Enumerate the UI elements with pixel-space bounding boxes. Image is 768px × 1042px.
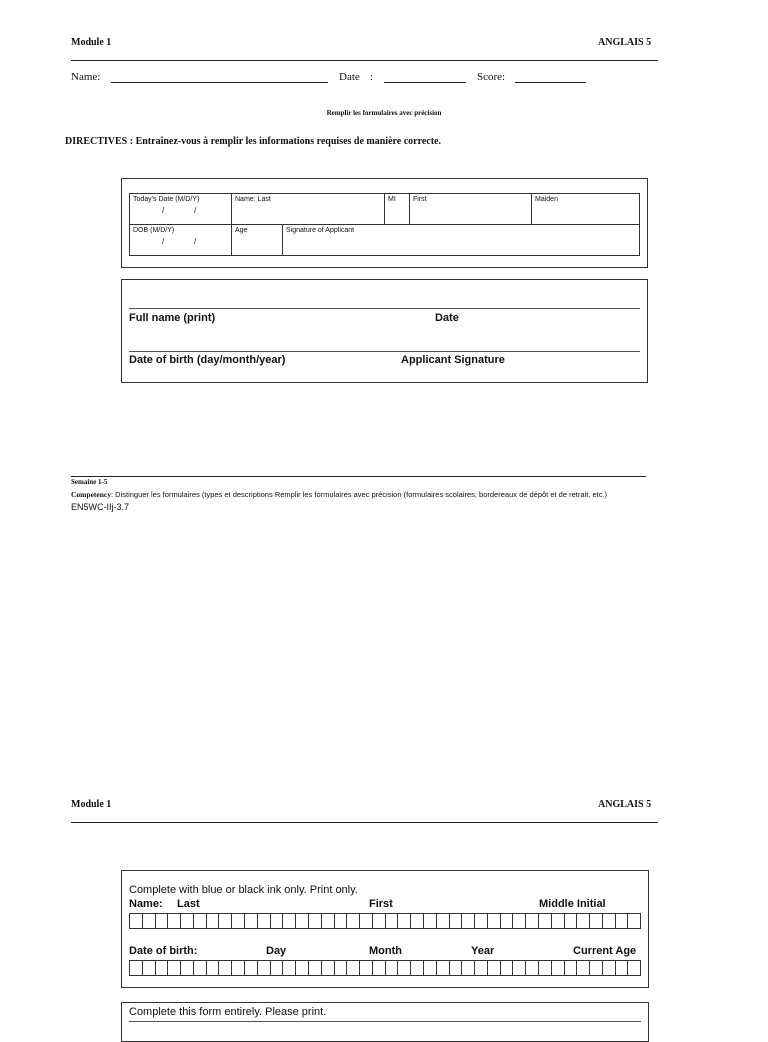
form4-instruction: Complete this form entirely. Please print. <box>129 1006 327 1018</box>
applicant-signature-label: Applicant Signature <box>401 354 505 366</box>
char-box[interactable] <box>168 914 181 928</box>
name-label: Name: <box>71 71 101 83</box>
form2-line-2[interactable] <box>129 351 640 352</box>
char-box[interactable] <box>283 914 296 928</box>
competency-text: : Distinguer les formulaires (types et descriptions Remplir les formulaires avec précision (formulaires scolaires, bordereaux de dépôt et de retrait, etc.) <box>111 490 608 499</box>
char-box[interactable] <box>258 914 271 928</box>
char-box[interactable] <box>424 961 437 975</box>
char-box[interactable] <box>437 961 450 975</box>
char-box[interactable] <box>181 914 194 928</box>
form1-dob[interactable] <box>129 224 232 256</box>
mi-label: MI <box>388 196 396 203</box>
char-box[interactable] <box>450 961 463 975</box>
signature-label: Signature of Applicant <box>286 227 355 234</box>
directives <box>65 136 441 147</box>
char-box[interactable] <box>577 961 590 975</box>
char-box[interactable] <box>283 961 296 975</box>
footer-rule <box>71 476 646 477</box>
char-box[interactable] <box>232 914 245 928</box>
char-box[interactable] <box>616 961 629 975</box>
score-label: Score: <box>477 71 506 83</box>
semaine-label: Semaine 1-5 <box>71 478 108 486</box>
char-box[interactable] <box>398 914 411 928</box>
char-box[interactable] <box>411 961 424 975</box>
char-box[interactable] <box>194 914 207 928</box>
char-box[interactable] <box>398 961 411 975</box>
form1-age[interactable] <box>231 224 283 256</box>
form2-dob-label: Date of birth (day/month/year) <box>129 354 286 366</box>
char-box[interactable] <box>437 914 450 928</box>
char-box[interactable] <box>526 914 539 928</box>
form3-instruction: Complete with blue or black ink only. Print only. <box>129 884 358 896</box>
char-box[interactable] <box>296 914 309 928</box>
char-box[interactable] <box>616 914 629 928</box>
dob-slash: / <box>162 237 165 246</box>
char-box[interactable] <box>130 914 143 928</box>
course-label: ANGLAIS 5 <box>598 799 652 810</box>
char-box[interactable] <box>488 914 501 928</box>
score-field[interactable] <box>515 82 586 83</box>
header-rule <box>71 822 658 823</box>
form1-name-last[interactable] <box>231 193 385 225</box>
char-box[interactable] <box>475 961 488 975</box>
char-box[interactable] <box>386 914 399 928</box>
char-box[interactable] <box>309 914 322 928</box>
char-box[interactable] <box>628 914 641 928</box>
char-box[interactable] <box>360 961 373 975</box>
char-box[interactable] <box>322 914 335 928</box>
dob-label: DOB (M/D/Y) <box>133 227 175 234</box>
char-box[interactable] <box>386 961 399 975</box>
char-box[interactable] <box>539 961 552 975</box>
form2-date-label: Date <box>435 312 459 324</box>
char-box[interactable] <box>501 961 514 975</box>
header-rule <box>71 60 658 61</box>
char-box[interactable] <box>603 961 616 975</box>
form2-box <box>121 279 648 383</box>
char-box[interactable] <box>271 914 284 928</box>
char-box[interactable] <box>168 961 181 975</box>
age-label: Age <box>235 227 248 234</box>
form1-maiden[interactable] <box>531 193 640 225</box>
char-box[interactable] <box>156 961 169 975</box>
date-colon: : <box>370 71 374 83</box>
form4-line[interactable] <box>129 1021 641 1022</box>
competency-line <box>71 490 607 499</box>
char-box[interactable] <box>590 961 603 975</box>
char-box[interactable] <box>373 914 386 928</box>
char-box[interactable] <box>565 914 578 928</box>
char-box[interactable] <box>552 914 565 928</box>
form3-middle-initial-label: Middle Initial <box>539 898 606 910</box>
form3-last-label: Last <box>177 898 200 910</box>
char-box[interactable] <box>501 914 514 928</box>
course-label: ANGLAIS 5 <box>598 37 652 48</box>
name-field[interactable] <box>111 82 328 83</box>
char-box[interactable] <box>565 961 578 975</box>
module-label: Module 1 <box>71 37 112 48</box>
char-box[interactable] <box>258 961 271 975</box>
form3-name-label: Name: <box>129 898 163 910</box>
form2-line-1[interactable] <box>129 308 640 309</box>
full-name-label: Full name (print) <box>129 312 216 324</box>
directives-text: : Entraînez-vous à remplir les informations requises de manière correcte. <box>127 136 441 147</box>
dob-slash: / <box>194 237 197 246</box>
char-box[interactable] <box>513 961 526 975</box>
char-box[interactable] <box>219 914 232 928</box>
char-box[interactable] <box>143 914 156 928</box>
module-label: Module 1 <box>71 799 112 810</box>
char-box[interactable] <box>271 961 284 975</box>
competency-code: EN5WC-IIj-3.7 <box>71 502 130 512</box>
date-field[interactable] <box>384 82 466 83</box>
char-box[interactable] <box>488 961 501 975</box>
char-box[interactable] <box>219 961 232 975</box>
char-box[interactable] <box>245 961 258 975</box>
date-slash: / <box>194 206 197 215</box>
page-subtitle: Remplir les formulaires avec précision <box>326 109 442 117</box>
form3-first-label: First <box>369 898 393 910</box>
char-box[interactable] <box>156 914 169 928</box>
char-box[interactable] <box>143 961 156 975</box>
char-box[interactable] <box>373 961 386 975</box>
char-box[interactable] <box>322 961 335 975</box>
char-box[interactable] <box>450 914 463 928</box>
first-label: First <box>413 196 427 203</box>
char-box[interactable] <box>552 961 565 975</box>
char-box[interactable] <box>296 961 309 975</box>
form3-current-age-label: Current Age <box>573 945 637 957</box>
char-box[interactable] <box>539 914 552 928</box>
competency-label: Competency <box>71 490 111 499</box>
date-slash: / <box>162 206 165 215</box>
directives-label: DIRECTIVES <box>65 136 128 147</box>
name-last-label: Name: Last <box>235 196 271 203</box>
form3-year-label: Year <box>471 945 495 957</box>
char-box[interactable] <box>513 914 526 928</box>
dob-char-boxes[interactable] <box>129 960 641 976</box>
date-label: Date <box>339 71 360 83</box>
char-box[interactable] <box>628 961 641 975</box>
form3-month-label: Month <box>369 945 402 957</box>
todays-date-label: Today's Date (M/D/Y) <box>133 196 200 203</box>
char-box[interactable] <box>603 914 616 928</box>
char-box[interactable] <box>245 914 258 928</box>
char-box[interactable] <box>347 961 360 975</box>
form3-dob-label: Date of birth: <box>129 945 198 957</box>
form1-signature[interactable] <box>282 224 640 256</box>
char-box[interactable] <box>130 961 143 975</box>
form1-mi[interactable] <box>384 193 410 225</box>
name-char-boxes[interactable] <box>129 913 641 929</box>
char-box[interactable] <box>335 961 348 975</box>
char-box[interactable] <box>181 961 194 975</box>
form3-day-label: Day <box>266 945 287 957</box>
char-box[interactable] <box>194 961 207 975</box>
char-box[interactable] <box>207 914 220 928</box>
char-box[interactable] <box>526 961 539 975</box>
form1-todays-date[interactable] <box>129 193 232 225</box>
char-box[interactable] <box>207 961 220 975</box>
char-box[interactable] <box>424 914 437 928</box>
char-box[interactable] <box>309 961 322 975</box>
char-box[interactable] <box>335 914 348 928</box>
maiden-label: Maiden <box>535 196 558 203</box>
char-box[interactable] <box>462 961 475 975</box>
form1-first[interactable] <box>409 193 532 225</box>
char-box[interactable] <box>360 914 373 928</box>
char-box[interactable] <box>347 914 360 928</box>
char-box[interactable] <box>590 914 603 928</box>
char-box[interactable] <box>462 914 475 928</box>
char-box[interactable] <box>232 961 245 975</box>
char-box[interactable] <box>411 914 424 928</box>
char-box[interactable] <box>577 914 590 928</box>
char-box[interactable] <box>475 914 488 928</box>
